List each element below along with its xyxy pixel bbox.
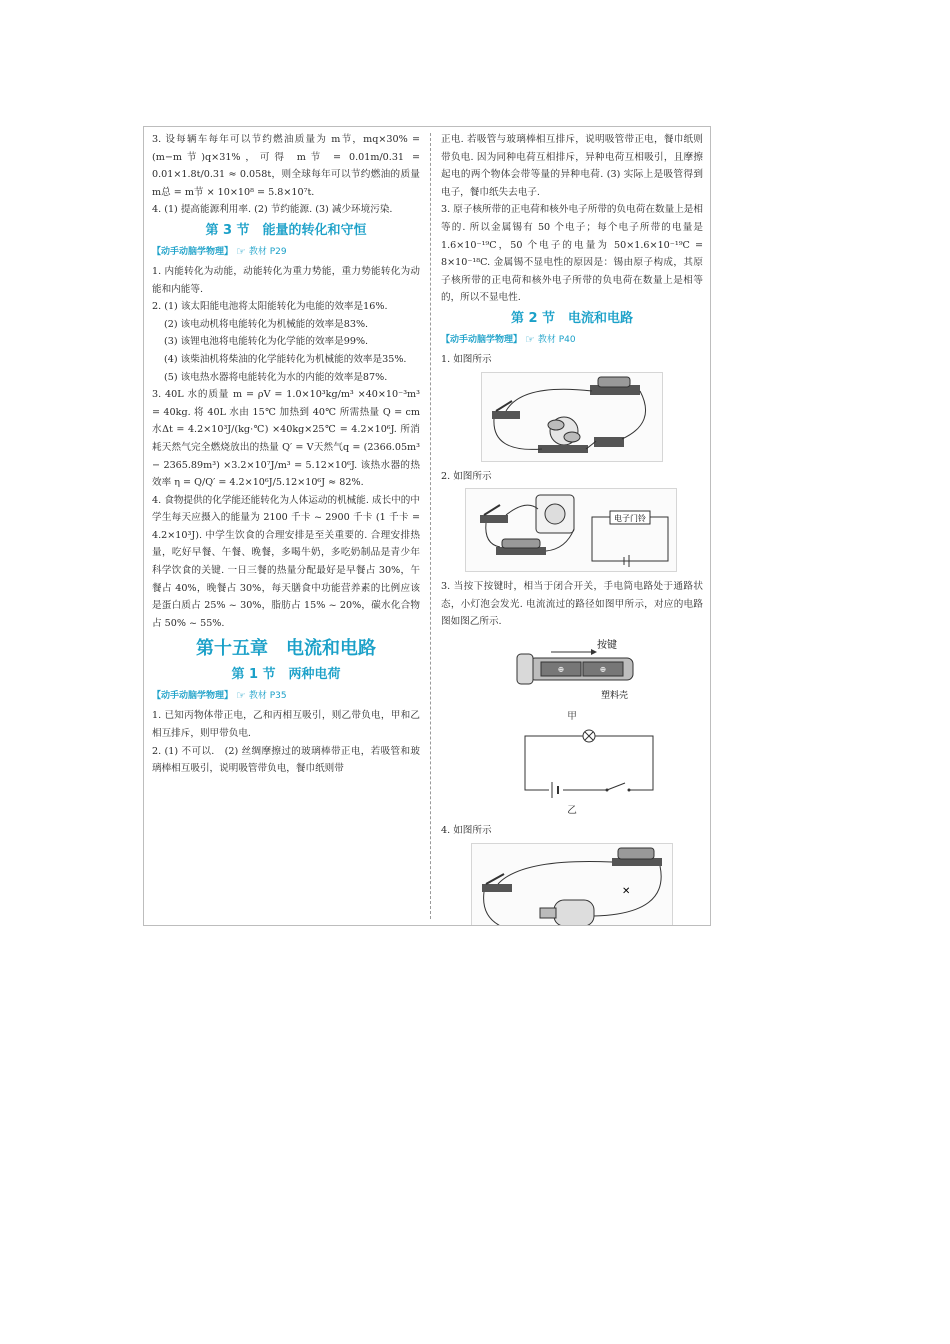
figure-2-doorbell — [465, 488, 677, 572]
bell-label: 电子门铃 — [614, 514, 646, 524]
figure-4-motor-circuit — [471, 843, 673, 927]
answer-2-heater: (5) 该电热水器将电能转化为水的内能的效率是87%. — [164, 371, 388, 383]
motor-circuit-illustration — [472, 844, 672, 927]
textbook-tag-p35 — [152, 688, 420, 704]
pointing-hand-icon: ☞ — [525, 332, 535, 346]
svg-text:⊕: ⊕ — [599, 664, 607, 674]
tag-ref: 教材 P29 — [248, 246, 287, 257]
question-1-label: 1. 如图所示 — [441, 353, 492, 365]
svg-text:⊕: ⊕ — [557, 664, 565, 674]
figure-1-fan-circuit — [481, 372, 663, 462]
section-2-title: 第 2 节 电流和电路 — [510, 310, 634, 326]
figure-3-flashlight — [511, 634, 661, 704]
svg-text:✕: ✕ — [622, 885, 631, 897]
pointing-hand-icon: ☞ — [236, 689, 246, 703]
figure-jia-caption: 甲 — [567, 710, 577, 722]
section-3-title: 第 3 节 能量的转化和守恒 — [205, 222, 367, 238]
column-divider — [430, 133, 431, 919]
fan-circuit-illustration — [482, 373, 662, 461]
tag-label: 【动手动脑学物理】 — [441, 334, 523, 345]
answer-4-energy: 4. (1) 提高能源利用率. (2) 节约能源. (3) 减少环境污染. — [152, 204, 393, 216]
answer-3-fuel: 3. 设每辆车每年可以节约燃油质量为 m节，mq×30% = (m−m节)q×31%，可得 m节 = 0.01m/0.31 = 0.01×1.8t/0.31 ≈ 0.058t，则全球每年可以节约燃油的质量 m总 = m节 × 10×10⁸ = 5.8×10⁷t. — [152, 134, 420, 198]
answer-2-diesel: (4) 该柴油机将柴油的化学能转化为机械能的效率是35%. — [164, 353, 407, 365]
answer-4-food: 4. 食物提供的化学能还能转化为人体运动的机械能. 成长中的中学生每天应摄入的能量为 2100 千卡 ~ 2900 千卡 (1 千卡 = 4.2×10³J). 中学生饮食的合理安排是至关重要的. 合理安排热量，吃好早餐、午餐、晚餐，多喝牛奶，多吃奶制品是青少年科学饮食的关键. 一日三餐的热量分配最好是早餐占 30%，午餐占 40%，晚餐占 30%，每天膳食中功能营养素的比例应该是蛋白质占 25% ~ 30%，脂肪占 15% ~ 20%，碳水化合物占 50% ~ 55%. — [152, 494, 420, 629]
tag-ref: 教材 P40 — [537, 334, 576, 345]
circuit-diagram — [519, 728, 659, 798]
question-4-label: 4. 如图所示 — [441, 824, 492, 836]
pointing-hand-icon: ☞ — [236, 244, 246, 258]
right-column — [441, 131, 703, 926]
textbook-tag-p40 — [441, 332, 703, 348]
tag-label: 【动手动脑学物理】 — [152, 246, 234, 257]
tag-label: 【动手动脑学物理】 — [152, 691, 234, 702]
answer-page — [143, 126, 711, 926]
answer-3-flashlight: 3. 当按下按键时，相当于闭合开关，手电筒电路处于通路状态，小灯泡会发光. 电流流过的路径如图甲所示，对应的电路图如图乙所示. — [441, 581, 703, 628]
figure-3-circuit-diagram — [519, 728, 659, 798]
tag-ref: 教材 P35 — [248, 691, 287, 702]
section-1-title: 第 1 节 两种电荷 — [231, 667, 341, 683]
answer-3-tin-atom: 3. 原子核所带的正电荷和核外电子所带的负电荷在数量上是相等的. 所以金属锡有 50 个电子；每个电子所带的电量是 1.6×10⁻¹⁹C，50 个电子的电量为 50×1.6×10⁻¹⁹C = 8×10⁻¹⁸C. 金属锡不显电性的原因是：锡由原子构成，其原子核所带的正电荷和核外电子所带的负电荷在数量上是相等的，所以不显电性. — [441, 204, 703, 304]
answer-2-continued: 正电. 若吸管与玻璃棒相互排斥，说明吸管带正电，餐巾纸则带负电. 因为同种电荷互相排斥，异种电荷互相吸引，且摩擦起电的两个物体会带等量的异种电荷. (3) 实际上是吸管得到电子，餐巾纸失去电子. — [441, 134, 703, 198]
answer-2-rubbing: 2. (1) 不可以. (2) 丝绸摩擦过的玻璃棒带正电，若吸管和玻璃棒相互吸引，说明吸管带负电，餐巾纸则带 — [152, 745, 420, 775]
answer-2-solar: 2. (1) 该太阳能电池将太阳能转化为电能的效率是16%. — [152, 301, 388, 313]
answer-3-water-heater: 3. 40L 水的质量 m = ρV = 1.0×10³kg/m³ ×40×10⁻³m³ = 40kg. 将 40L 水由 15℃ 加热到 40℃ 所需热量 Q = cm水Δt = 4.2×10³J/(kg·℃) ×40kg×25℃ = 4.2×10⁶J. 所消耗天然气完全燃烧放出的热量 Q′ = V天然气q = (2366.05m³ − 2365.89m³) ×3.2×10⁷J/m³ = 5.12×10⁶J. 该热水器的热效率 η = Q/Q′ = 4.2×10⁶J/5.12×10⁶J ≈ 82%. — [152, 389, 420, 489]
flashlight-illustration — [511, 634, 661, 704]
answer-2-motor: (2) 该电动机将电能转化为机械能的效率是83%. — [164, 318, 369, 330]
figure-yi-caption: 乙 — [567, 804, 577, 816]
question-2-label: 2. 如图所示 — [441, 470, 492, 482]
answer-2-battery: (3) 该锂电池将电能转化为化学能的效率是99%. — [164, 336, 369, 348]
left-column — [152, 131, 420, 778]
answer-1-charges: 1. 已知丙物体带正电，乙和丙相互吸引，则乙带负电，甲和乙相互排斥，则甲带负电. — [152, 710, 420, 740]
plastic-shell-label: 塑料壳 — [601, 690, 629, 701]
chapter-15-title: 第十五章 电流和电路 — [196, 638, 376, 660]
answer-1-conversion: 1. 内能转化为动能，动能转化为重力势能，重力势能转化为动能和内能等. — [152, 265, 420, 295]
textbook-tag-p29 — [152, 244, 420, 260]
doorbell-illustration — [466, 489, 676, 571]
button-label: 按键 — [597, 639, 617, 651]
